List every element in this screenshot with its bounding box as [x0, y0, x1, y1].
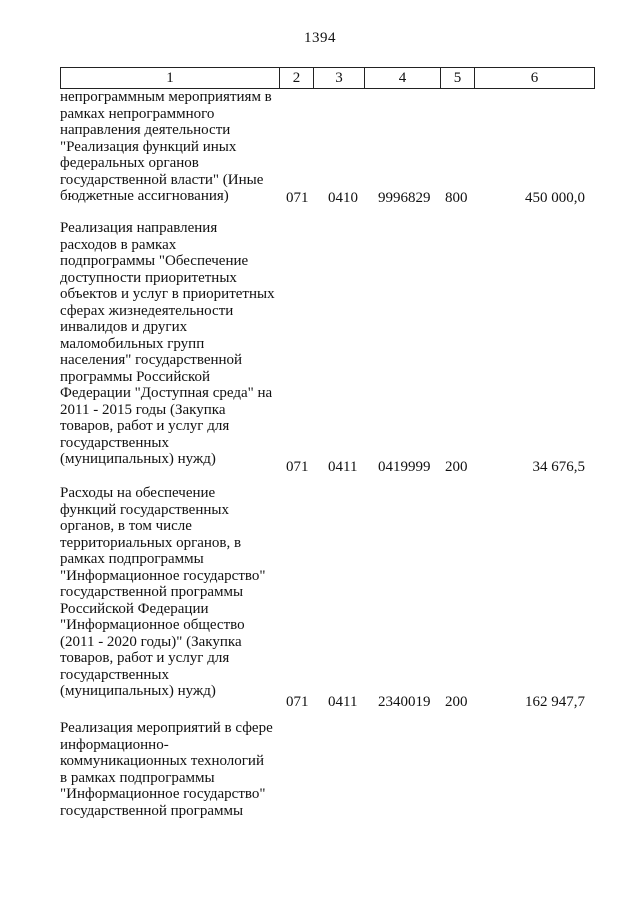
description-line: государственных	[60, 434, 169, 451]
description-line: федеральных органов	[60, 155, 199, 171]
description-line: Российской Федерации	[60, 600, 209, 617]
description-line: "Информационное государство"	[60, 786, 266, 802]
description-line: рамках подпрограммы	[60, 551, 204, 567]
description-line: Реализация мероприятий в сфере	[60, 720, 273, 736]
row-codes	[60, 190, 593, 208]
row-codes	[60, 694, 593, 712]
description-line: подпрограммы "Обеспечение	[60, 253, 249, 269]
description-line: объектов и услуг в приоритетных	[60, 286, 275, 302]
description-line: органов, в том числе	[60, 518, 192, 534]
description-line: (муниципальных) нужд)	[60, 683, 216, 699]
description-line: сферах жизнедеятельности	[60, 302, 234, 319]
description-line: "Информационное общество	[60, 617, 245, 633]
description-line: товаров, работ и услуг для	[60, 650, 230, 666]
admin-code: 071	[286, 190, 309, 206]
description-line: "Реализация функций иных	[60, 138, 237, 155]
section-code: 0411	[328, 459, 358, 475]
description-line: маломобильных групп	[60, 335, 205, 352]
description-line: Федерации "Доступная среда" на	[60, 385, 273, 401]
description-line: инвалидов и других	[60, 319, 188, 335]
description-line: программы Российской	[60, 368, 211, 385]
row-description	[60, 485, 277, 700]
description-line: функций государственных	[60, 501, 229, 518]
target-code: 0419999	[378, 459, 431, 475]
description-line: бюджетные ассигнования)	[60, 188, 229, 204]
description-line: государственных	[60, 666, 169, 683]
description-line: в рамках подпрограммы	[60, 769, 215, 786]
description-line: государственной программы	[60, 802, 244, 819]
header-col-3: 3	[314, 68, 365, 88]
admin-code: 071	[286, 694, 309, 710]
row-description	[60, 720, 277, 819]
row-description	[60, 89, 277, 205]
target-code: 9996829	[378, 190, 431, 206]
amount: 34 676,5	[532, 459, 585, 475]
header-col-5: 5	[441, 68, 475, 88]
section-code: 0410	[328, 190, 358, 206]
admin-code: 071	[286, 459, 309, 475]
header-col-4: 4	[365, 68, 441, 88]
expense-type-code: 200	[445, 694, 468, 710]
description-line: доступности приоритетных	[60, 269, 237, 286]
description-line: государственной власти" (Иные	[60, 171, 264, 188]
description-line: населения" государственной	[60, 352, 243, 368]
description-line: (2011 - 2020 годы)" (Закупка	[60, 633, 242, 650]
description-line: "Информационное государство"	[60, 567, 266, 584]
target-code: 2340019	[378, 694, 431, 710]
description-line: коммуникационных технологий	[60, 753, 264, 769]
table-header	[60, 67, 595, 89]
description-line: Расходы на обеспечение	[60, 485, 216, 501]
description-line: товаров, работ и услуг для	[60, 418, 230, 434]
description-line: (муниципальных) нужд)	[60, 451, 216, 467]
expense-type-code: 800	[445, 190, 468, 206]
description-line: Реализация направления	[60, 220, 218, 236]
description-line: направления деятельности	[60, 122, 231, 138]
header-col-6: 6	[530, 69, 539, 86]
description-line: расходов в рамках	[60, 236, 177, 253]
description-line: непрограммным мероприятиям в	[60, 89, 272, 105]
description-line: государственной программы	[60, 584, 244, 600]
header-col-2: 2	[280, 68, 314, 88]
section-code: 0411	[328, 694, 358, 710]
header-col-1: 1	[61, 68, 280, 88]
description-line: рамках непрограммного	[60, 105, 215, 122]
description-line: 2011 - 2015 годы (Закупка	[60, 401, 226, 418]
row-codes	[60, 459, 593, 477]
page-number: 1394	[304, 30, 336, 46]
expense-type-code: 200	[445, 459, 468, 475]
amount: 450 000,0	[525, 190, 585, 206]
description-line: информационно-	[60, 736, 169, 753]
amount: 162 947,7	[525, 694, 585, 710]
row-description	[60, 220, 277, 468]
description-line: территориальных органов, в	[60, 534, 242, 551]
